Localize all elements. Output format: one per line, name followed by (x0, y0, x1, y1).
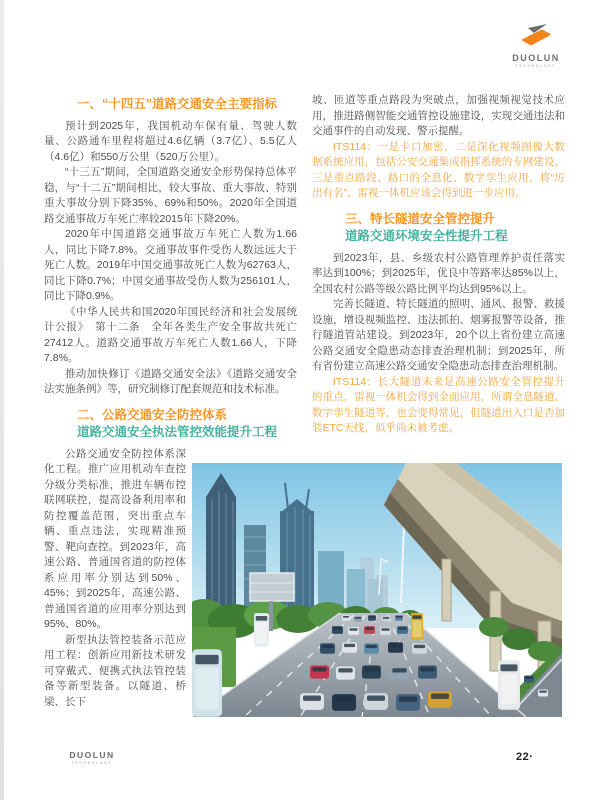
paragraph: 2020年中国道路交通事故万车死亡人数为1.66人，同比下降7.8%。交通事故事件受伤人数远远大于死亡人数。2019年中国交通事故死亡人数为62763人，同比下降0.7%；中国交通事故受伤人数为256101人，同比下降0.9%。 (44, 228, 297, 302)
section-1-title: 一、“十四五”道路交通安全主要指标 (77, 97, 278, 111)
brand-name: DUOLUN (69, 750, 115, 760)
duolun-arrow-icon (519, 35, 553, 52)
right-column (312, 93, 565, 437)
section-3-title: 三、特长隧道安全管控提升 (345, 211, 496, 226)
paragraph: 新型执法管控装备示范应用工程：创新应用新技术研发可穿戴式、便携式执法管控装备等新型装备。以隧道、桥梁、长下 (44, 633, 186, 708)
paragraph-continued: 坡、匝道等重点路段为突破点，加强视频视觉技术应用，推进路侧智能交通管控设施建设，实现交通违法和交通事件的自动发现、警示提醒。 (312, 94, 565, 137)
brand-subname: TECHNOLOGY (515, 64, 557, 68)
its114-note: ITS114：一是卡口加密，二是深化视频图像大数据系统应用，包括公安交通集成指挥系统的专网建设，三是重点路段、路口的全息化、数字孪生应用，将“厉出有名”，雷视一体机应该会得到进一步应用。 (312, 140, 565, 199)
section-2-title: 二、公路交通安全防控体系 (77, 407, 228, 422)
brand-logo-top (498, 24, 574, 69)
section-1-heading (44, 96, 297, 114)
paragraph: 到2023年，县、乡级农村公路管理养护责任落实率达到100%；到2025年，优良中等路率达85%以上，全国农村公路等级公路比例平均达到95%以上。 (312, 251, 565, 295)
brand-logo-bottom (52, 750, 132, 766)
its114-note: ITS114：长大隧道未来是高速公路安全管控提升的重点，雷视一体机会得到全面应用，所谓全息隧道、数字孪生隧道等，也会变得常见，但隧道出入口是否加装ETC天线，似乎尚未被考虑。 (312, 375, 565, 434)
paragraph: 《中华人民共和国2020年国民经济和社会发展统计公报》 第十二条 全年各类生产安全事故共死亡27412人。道路交通事故万车死亡人数1.66人，下降7.8%。 (44, 305, 297, 364)
section-2-subtitle: 道路交通安全执法管控效能提升工程 (77, 425, 278, 439)
brand-name: DUOLUN (512, 53, 560, 63)
section-3-heading (312, 211, 565, 246)
section-3-subtitle: 道路交通环境安全性提升工程 (345, 229, 508, 243)
page-edge-stripe (0, 0, 4, 800)
brand-subname: TECHNOLOGY (71, 761, 113, 765)
city-traffic-photo (192, 463, 562, 717)
paragraph: 公路交通安全防控体系深化工程。推广应用机动车查控分级分类标准，推进车辆布控联网联控，提高设备利用率和防控覆盖范围，突出重点车辆、重点违法，实现精准预警、靶向查控。到2023年，高速公路、普通国省道的防控体系应用率分别达到50%、45%；到2025年，高速公路、普通国省道的应用率分别达到95%、80%。 (44, 447, 186, 630)
section-2-heading (44, 407, 297, 442)
paragraph: 完善长隧道、特长隧道的照明、通风、报警、救援设施，增设视频监控、违法抓拍、烟雾报警等设备，推行隧道管站建设。到2023年，20个以上省份建立高速公路交通安全隐患动态排查治理机制；到2025年，所有省份建立高速公路交通安全隐患动态排查治理机制。 (312, 298, 565, 372)
paragraph: “十三五”期间，全国道路交通安全形势保持总体平稳，与“十二五”期间相比，较大事故、重大事故、特别重大事故分别下降35%、69%和50%。2020年全国道路交通事故万车死亡率较2015年下降20%。 (44, 166, 297, 225)
paragraph: 预计到2025年，我国机动车保有量、驾驶人数量、公路通车里程将超过4.6亿辆（3.7亿）、5.5亿人（4.6亿）和550万公里（520万公里）。 (44, 119, 297, 163)
page-number: 22· (516, 751, 534, 763)
paragraph: 推动加快修订《道路交通安全法》《道路交通安全法实施条例》等，研究制修订配套规范和技术标准。 (44, 367, 297, 395)
